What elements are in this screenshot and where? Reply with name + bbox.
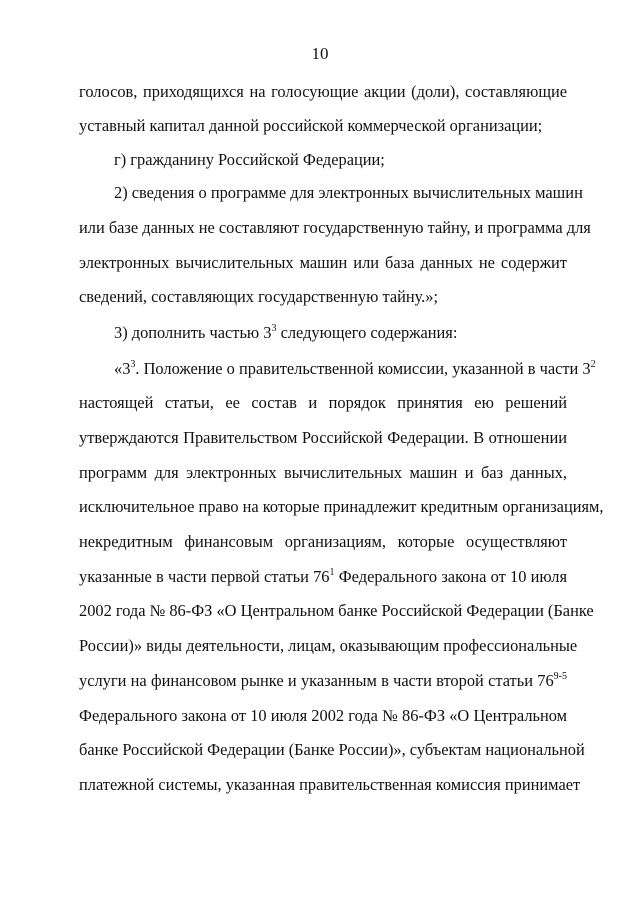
line-text: или базе данных не составляют государственную тайну, и программа для <box>79 218 591 237</box>
text-line <box>79 463 567 483</box>
line-text: России)» виды деятельности, лицам, оказывающим профессиональные <box>79 636 578 655</box>
line-text: 2002 года № 86-ФЗ «О Центральном банке Российской Федерации (Банке <box>79 601 594 620</box>
text-line <box>79 82 567 102</box>
text-line <box>114 183 583 203</box>
line-text: программ для электронных вычислительных машин и баз данных, <box>79 463 567 482</box>
line-text: уставный капитал данной российской коммерческой организации; <box>79 116 543 135</box>
text-line <box>79 636 578 656</box>
line-text: сведений, составляющих государственную тайну.»; <box>79 287 439 306</box>
text-line <box>79 671 567 691</box>
line-text: исключительное право на которые принадлежит кредитным организациям, <box>79 497 604 516</box>
superscript: 3 <box>130 359 136 370</box>
line-text: банке Российской Федерации (Банке России)», субъектам национальной <box>79 740 585 759</box>
text-line <box>79 601 594 621</box>
text-line <box>79 218 591 238</box>
text-line <box>114 359 596 379</box>
line-text: г) гражданину Российской Федерации; <box>114 150 385 169</box>
text-line <box>79 740 585 760</box>
superscript: 9-5 <box>553 671 567 682</box>
text-line <box>79 253 567 273</box>
line-text: указанные в части первой статьи 76 <box>79 567 330 586</box>
text-line <box>79 393 567 413</box>
line-text: 2) сведения о программе для электронных вычислительных машин <box>114 183 583 202</box>
line-text: голосов, приходящихся на голосующие акции (доли), составляющие <box>79 82 567 101</box>
line-text: «3 <box>114 359 131 378</box>
line-text: электронных вычислительных машин или база данных не содержит <box>79 253 567 272</box>
line-text: . Положение о правительственной комиссии, указанной в части 3 <box>135 359 591 378</box>
text-line <box>114 150 567 170</box>
line-text: утверждаются Правительством Российской Федерации. В отношении <box>79 428 567 447</box>
page-number: 10 <box>311 44 329 63</box>
line-text: 3) дополнить частью 3 <box>114 323 272 342</box>
line-text: платежной системы, указанная правительственная комиссия принимает <box>79 775 581 794</box>
text-line <box>79 497 604 517</box>
superscript: 1 <box>329 567 335 578</box>
text-line <box>79 116 567 136</box>
text-line <box>79 428 567 448</box>
superscript: 3 <box>271 323 277 334</box>
text-line <box>114 323 567 343</box>
line-text: следующего содержания: <box>276 323 458 342</box>
text-line <box>79 567 567 587</box>
line-text: Федерального закона от 10 июля <box>334 567 567 586</box>
text-line <box>79 287 567 307</box>
line-text: услуги на финансовом рынке и указанным в части второй статьи 76 <box>79 671 554 690</box>
superscript: 2 <box>590 359 596 370</box>
line-text: настоящей статьи, ее состав и порядок принятия ею решений <box>79 393 567 412</box>
text-line <box>79 532 567 552</box>
line-text: некредитным финансовым организациям, которые осуществляют <box>79 532 567 551</box>
text-line <box>79 775 581 795</box>
line-text: Федерального закона от 10 июля 2002 года № 86-ФЗ «О Центральном <box>79 706 567 725</box>
text-line <box>79 706 567 726</box>
